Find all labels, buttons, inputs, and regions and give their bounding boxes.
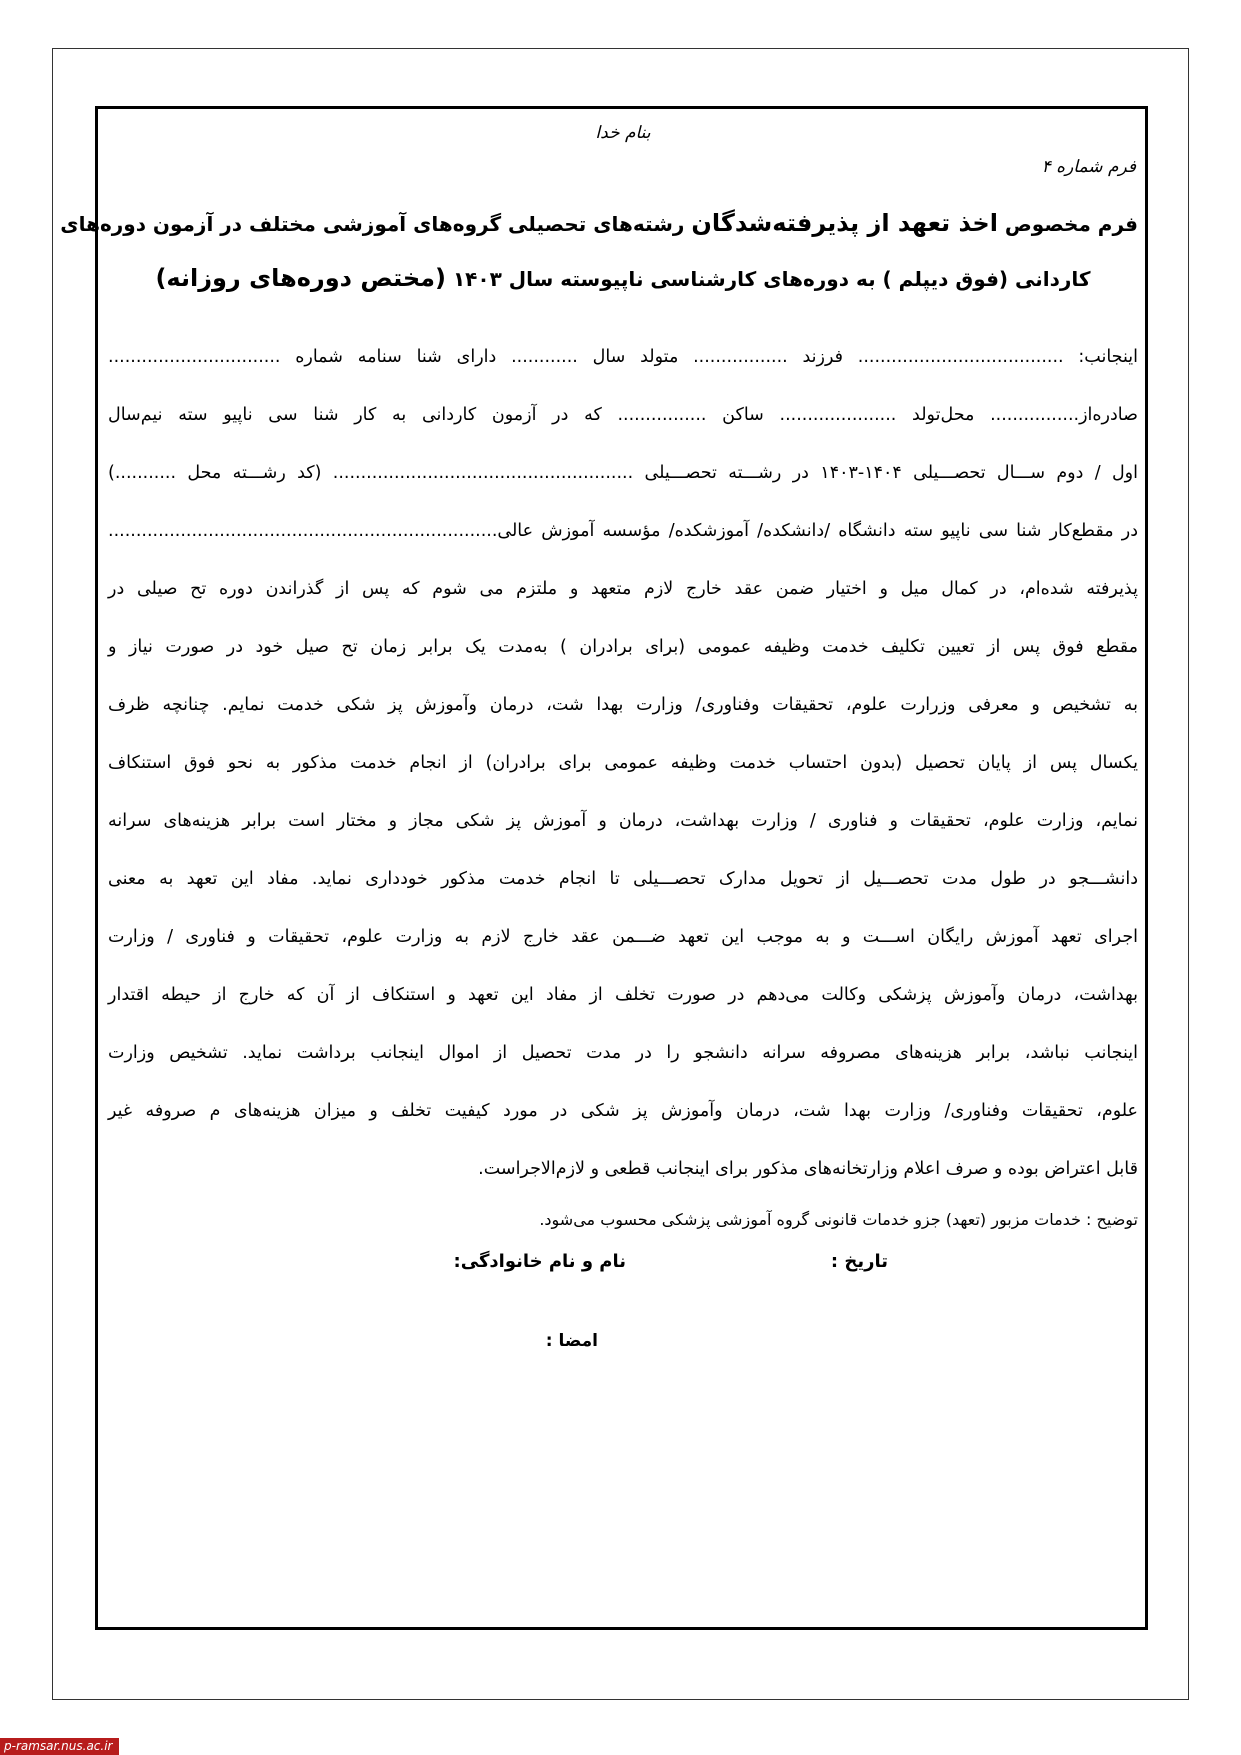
title-line-2 (108, 251, 1138, 306)
body-line: مقطع فوق پس از تعیین تکلیف خدمت وظیفه عمومی (برای برادران ) به‌مدت یک برابر زمان تح صیل خود در صورت نیاز و (108, 637, 1138, 657)
body-line: در مقطع‌کار شنا سی ناپیو سته دانشگاه /دانشکده/ آموزشکده/ مؤسسه آموزش عالی...................................................................... (108, 521, 1138, 541)
body-line: علوم، تحقیقات وفناوری/ وزارت بهدا شت، درمان وآموزش پز شکی در مورد کیفیت تخلف و میزان هزینه‌های م صروفه غیر (108, 1101, 1138, 1121)
body-line: به تشخیص و معرفی وزرارت علوم، تحقیقات وفناوری/ وزارت بهدا شت، درمان وآموزش پز شکی خدمت نمایم. چنانچه ظرف (108, 695, 1138, 715)
basmala-heading: بنام خدا (595, 123, 651, 143)
body-line: اجرای تعهد آموزش رایگان اســـت و به موجب این تعهد ضـــمن عقد خارج لازم به وزارت علوم، تحقیقات و فناوری / وزارت (108, 927, 1138, 947)
body-line: یکسال پس از پایان تحصیل (بدون احتساب خدمت وظیفه عمومی برای برادران) از انجام خدمت مذکور به نحو فوق استنکاف (108, 753, 1138, 773)
body-line: بهداشت، درمان وآموزش پزشکی وکالت می‌دهم در صورت تخلف از مفاد این تعهد و استنکاف از آن که خارج از حیطه اقتدار (108, 985, 1138, 1005)
body-line-last: قابل اعتراض بوده و صرف اعلام وزارتخانه‌های مذکور برای اینجانب قطعی و لازم‌الاجراست. (478, 1159, 1138, 1179)
title-line-2-emphasis: (مختص دوره‌های روزانه) (155, 264, 446, 292)
signature-label: امضا : (545, 1331, 598, 1351)
title-line-1 (60, 196, 1138, 251)
full-name-label: نام و نام خانوادگی: (453, 1251, 626, 1272)
title-line-2-part-1: کاردانی (فوق دیپلم ) به دوره‌های کارشناسی ناپیوسته سال ۱۴۰۳ (452, 267, 1091, 291)
commitment-body (108, 328, 1138, 1240)
title-line-1-part-1: فرم مخصوص (1004, 212, 1138, 236)
form-title (60, 196, 1138, 306)
date-label: تاریخ : (830, 1251, 888, 1272)
body-line: نمایم، وزارت علوم، تحقیقات و فناوری / وزارت بهداشت، درمان و آموزش پز شکی مجاز و مختار است برابر هزینه‌های سرانه (108, 811, 1138, 831)
body-line: پذیرفته شده‌ام، در کمال میل و اختیار ضمن عقد خارج لازم متعهد و ملتزم می شوم که پس از گذراندن دوره تح صیلی در (108, 579, 1138, 599)
body-line: اینجانب نباشد، برابر هزینه‌های مصروفه سرانه دانشجو را در مدت تحصیل از اموال اینجانب برداشت نماید. تشخیص وزارت (108, 1043, 1138, 1063)
body-line: دانشـــجو در طول مدت تحصـــیل از تحویل مدارک تحصـــیلی تا انجام خدمت مذکور خودداری نماید. مفاد این تعهد به معنی (108, 869, 1138, 889)
title-line-1-part-2: رشته‌های تحصیلی گروه‌های آموزشی مختلف در آزمون دوره‌های (60, 212, 685, 236)
body-line: اول / دوم ســـال تحصـــیلی ۱۴۰۴-۱۴۰۳ در رشـــته تحصـــیلی ...................................................... (کد رشـــته محل ...........) (108, 463, 1138, 483)
form-content (60, 116, 1138, 1351)
body-line: اینجانب: ..................................... فرزند ................. متولد سال ............ دارای شنا سنامه شماره ............................... (108, 347, 1138, 367)
form-number-label: فرم شماره ۴ (1041, 157, 1136, 177)
title-line-1-emphasis: اخذ تعهد از پذیرفته‌شدگان (691, 209, 998, 237)
website-watermark[interactable]: p-ramsar.nus.ac.ir (0, 1738, 119, 1755)
explanation-note: توضیح : خدمات مزبور (تعهد) جزو خدمات قانونی گروه آموزشی پزشکی محسوب می‌شود. (539, 1210, 1138, 1229)
body-line: صادره‌از................ محل‌تولد ..................... ساکن ................ که در آزمون کاردانی به کار شنا سی ناپیو سته نیم‌سال (108, 405, 1138, 425)
signature-row (108, 1251, 1138, 1291)
